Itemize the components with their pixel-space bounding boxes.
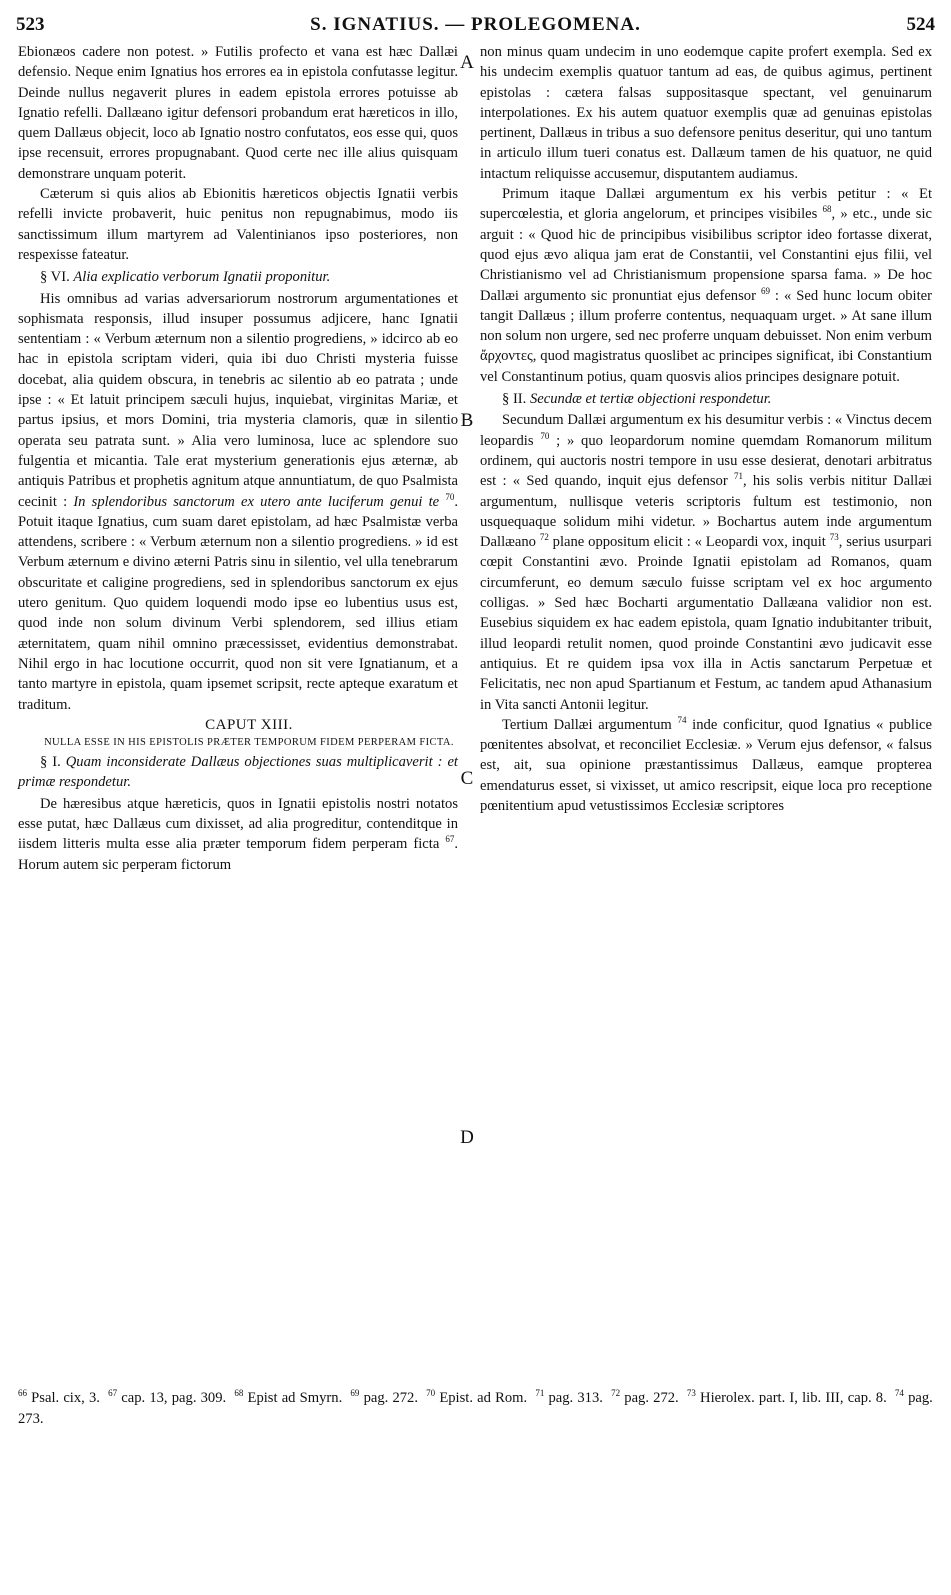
paragraph [480,715,932,816]
footnote-ref: 67 [445,834,455,845]
text-run: : « Sed hunc locum obiter tangit Dallæus ; illum proferre contentus, nequaquam urget. » At sane illum non solum non urgere, sed nec proferre unquam debuisset. Non enim verbum ἄρχοντες, quod magistratus quoslibet ac principes significat, ibi Constantium vel Constantinum potius, quam quosvis alios principes designare potuit. [480,287,932,385]
footnote-text: Hierolex. part. I, lib. III, cap. 8. [700,1390,887,1406]
footnote-text: cap. 13, pag. 309. [121,1390,227,1406]
footnote-ref: 70 [540,430,550,441]
footnote-ref: 72 [539,532,549,543]
paragraph [480,410,932,714]
footnote-ref: 68 [822,204,832,215]
footnote-number: 72 [611,1388,621,1399]
footnote-ref: 73 [829,532,839,543]
footnote-ref: 71 [733,471,743,482]
footnote [687,1390,887,1406]
section-heading [18,267,458,287]
footnote-number: 70 [426,1388,436,1399]
footnote-ref: 74 [677,714,687,725]
text-run: . Potuit itaque Ignatius, cum suam daret epistolam, ad hæc Psalmistæ verba attendens, scribere : « Verbum æternum non a silentio progrediens. » id est Verbum æternum e divino æterni Patris sinu in silentio, vel ulla tenebrarum obscuritate et caligine progrediens, sed in splendoribus sanctorum ex ejus utero genitum. Quo quidem loquendi modo ipse eo lubentius usus est, quod inde non solum divinum Verbi splendorem, sed illius etiam æternitatem, quam nihil omnino præcessisset, evidentius demonstrabat. Nihil ergo in hac locutione occurrit, quod non sit vere Ignatianum, et a tanto martyre in epistola, quam ipsemet scripsit, recte apteque exaratum et traditum. [18,493,458,713]
footnote-text: Epist ad Smyrn. [247,1390,343,1406]
quote-italic: In splendoribus sanctorum ex utero ante luciferum genui te [73,493,440,510]
text-run: . Horum autem sic perperam fictorum [18,836,459,873]
text-run: Tertium Dallæi argumentum [502,716,672,733]
section-title: Alia explicatio verborum Ignatii proponitur. [73,269,331,286]
footnote-text: Epist. ad Rom. [439,1390,528,1406]
chapter-title: CAPUT XIII. [205,716,293,733]
section-number: § I. [40,754,61,771]
chapter-subtitle: NULLA ESSE IN HIS EPISTOLIS PRÆTER TEMPORUM FIDEM PERPERAM FICTA. [44,737,454,749]
text-run: inde conficitur, quod Ignatius « publice pœnitentes absolvat, et reconciliet Ecclesiæ. » Verum ejus defensor, « falsus est, ait, sua opinione præstantissimus Dallæus, eamque propterea emendaturus esset, si vixisset, ut amico rescripsit, eique loca pro receptione pœnitentium apud vetustissimos Ecclesiæ scriptores [480,716,932,814]
footnote-number: 69 [350,1388,360,1399]
footnote-ref: 70 [445,491,455,502]
running-title: S. IGNATIUS. — PROLEGOMENA. [310,14,641,35]
paragraph [18,794,458,875]
footnote [350,1390,418,1406]
text-run: De hæresibus atque hæreticis, quos in Ignatii epistolis nostri notatos esse putat, hæc Dallæus cum dixisset, ad alia progreditur, contenditque in iisdem litteris multa esse alia præter temporum fidem perperam ficta [18,795,458,853]
footnote-ref: 69 [760,285,770,296]
text-run: , » etc., unde sic arguit : « Quod hic de principibus visibilibus scriptor ideo fortasse dixerat, quod ejus ævo aliqua jam erat de Constantii, vel Constantini ejus filii, vel Christianismo vel ad Christianismum propensione sparsa fama. » De hoc Dallæi argumento sic pronuntiat ejus defensor [480,206,932,304]
text-run: Primum itaque Dallæi argumentum ex his verbis petitur : « Et supercœlestia, et gloria angelorum, et principes visibiles [480,186,932,223]
footnote-text: pag. 313. [548,1390,603,1406]
margin-marker-a: A [460,52,474,73]
section-number: § II. [502,391,527,408]
text-run: His omnibus ad varias adversariorum nostrorum argumentationes et sophismata responsis, illud insuper possumus adjicere, hanc Ignatii sententiam : « Verbum æternum non a silentio progrediens, » idcirco ab eo hac in epistola scriptam videri, quia ibi duo Christi mysteria fuisse docebat, alia quidem obscura, in tenebris ac silentio ab eo patrata ; unde ipse : « Et latuit principem sæculi hujus, inquiebat, virginitas Mariæ, et partus ipsius, et mors Domini, tria mysteria clamoris, quæ in silentio operata seu patrata sunt. » Alia vero luminosa, luce ac splendore suo fulgentia et micantia. Tale erat mysterium generationis ejus æternæ, ab antiquis Patribus et prophetis agnitum atque annuntiatum, de quo Psalmista cecinit : [18,290,458,510]
footnote-text: pag. 273. [18,1390,933,1427]
text-run: ; » quo leopardorum nomine quemdam Romanorum militum ordinem, qui auctoris nostri tempore in usu esse desierat, denotari arbitratus est : « Sed quando, inquit ejus defensor [480,432,933,490]
paragraph: Cæterum si quis alios ab Ebionitis hæreticos objectis Ignatii verbis refelli invicte probaverit, huic penitus non repugnabimus, modo iis sanctissimum illum martyrem ad Valentinianos ipso posteriores, non respexisse fateatur. [18,186,458,263]
text-run: , his solis verbis nititur Dallæi argumentum, nullisque veteris scriptoris fultum est testimonio, non usquequaque solidum mihi videtur. » Bochartus autem inde argumentum Dallæano [480,473,932,551]
text-run: , serius usurpari cœpit Constantini ævo. Proinde Ignatii epistolam ad Romanos, quam circumferunt, eo demum sæculo fuisse scriptam vel ex hoc argumento colligas. » Sed hæc Bocharti argumentatio Dallæana validior non est. Eusebius siquidem ex hac eadem epistola, quam Ignatio indubitanter tribuit, illud leopardi retulit nomen, quod proinde Constantini ævo judicavit esse antiquius. Et re quidem ipsa vox illa in Actis sanctarum Perpetuæ et Felicitatis, nec non apud Spartianum et Festum, ac tandem apud Athanasium in Vita sancti Antonii legitur. [480,534,932,713]
footnotes [18,1388,933,1430]
footnote-text: pag. 272. [363,1390,418,1406]
page-number-left: 523 [16,14,45,35]
footnote [535,1390,603,1406]
footnote-text: Psal. cix, 3. [31,1390,100,1406]
footnote-number: 68 [234,1388,244,1399]
page-number-right: 524 [906,14,935,35]
right-column [480,42,932,816]
text-run: plane oppositum elicit : « Leopardi vox, inquit [548,534,826,551]
footnote [18,1390,100,1406]
footnote-text: pag. 272. [624,1390,679,1406]
section-number: § VI. [40,269,70,286]
footnote [426,1390,527,1406]
section-title: Quam inconsiderate Dallæus objectiones suas multiplicaverit : et primæ respondetur. [18,754,458,791]
footnote-number: 74 [894,1388,904,1399]
footnote-number: 73 [686,1388,696,1399]
footnote [234,1390,342,1406]
margin-marker-d: D [460,1127,474,1148]
paragraph [18,289,458,715]
section-heading [480,389,932,409]
margin-marker-c: C [460,768,474,789]
margin-marker-b: B [460,410,474,431]
section-heading [18,752,458,793]
footnote-number: 66 [18,1388,27,1399]
paragraph: non minus quam undecim in uno eodemque capite profert exempla. Sed ex his undecim exemplis quatuor tantum ad eas, de quibus agimus, pertinent epistolas : cætera falsas suppositasque spectant, vel genuinarum interpolationes. Ex his autem quatuor exemplis quæ ad genuinas epistolas pertinent, Dallæus in tribus a suo defensore penitus deseritur, qui uno tantum in articulo illum tueri conatus est. Dallæum tamen de his quatuor, ne quid intactum reliquisse accusemur, disputantem audiamus. [480,44,932,182]
left-column [18,42,458,875]
footnote [611,1390,679,1406]
page-header [16,14,935,42]
footnote [108,1390,226,1406]
text-run: Secundum Dallæi argumentum ex his desumitur verbis : « Vinctus decem leopardis [480,412,932,449]
footnote-number: 67 [108,1388,118,1399]
paragraph [480,184,932,387]
section-title: Secundæ et tertiæ objectioni respondetur. [529,391,772,408]
paragraph: Ebionæos cadere non potest. » Futilis profecto et vana est hæc Dallæi defensio. Neque enim Ignatius hos errores ea in epistola confutasse legitur. Deinde nullus negaverit plures in eadem epistola errores potuisse ab Ignatio refelli. Dallæano igitur defensori probandum erat hæreticos in illo, quem Dallæus objecit, loco ab Ignatio nostro confutatos, eos esse qui, quos ipse recensuit, errores propugnabant. Quod certe nec ille alius quisquam demonstrare unquam poterit. [18,44,458,182]
footnote-number: 71 [535,1388,545,1399]
